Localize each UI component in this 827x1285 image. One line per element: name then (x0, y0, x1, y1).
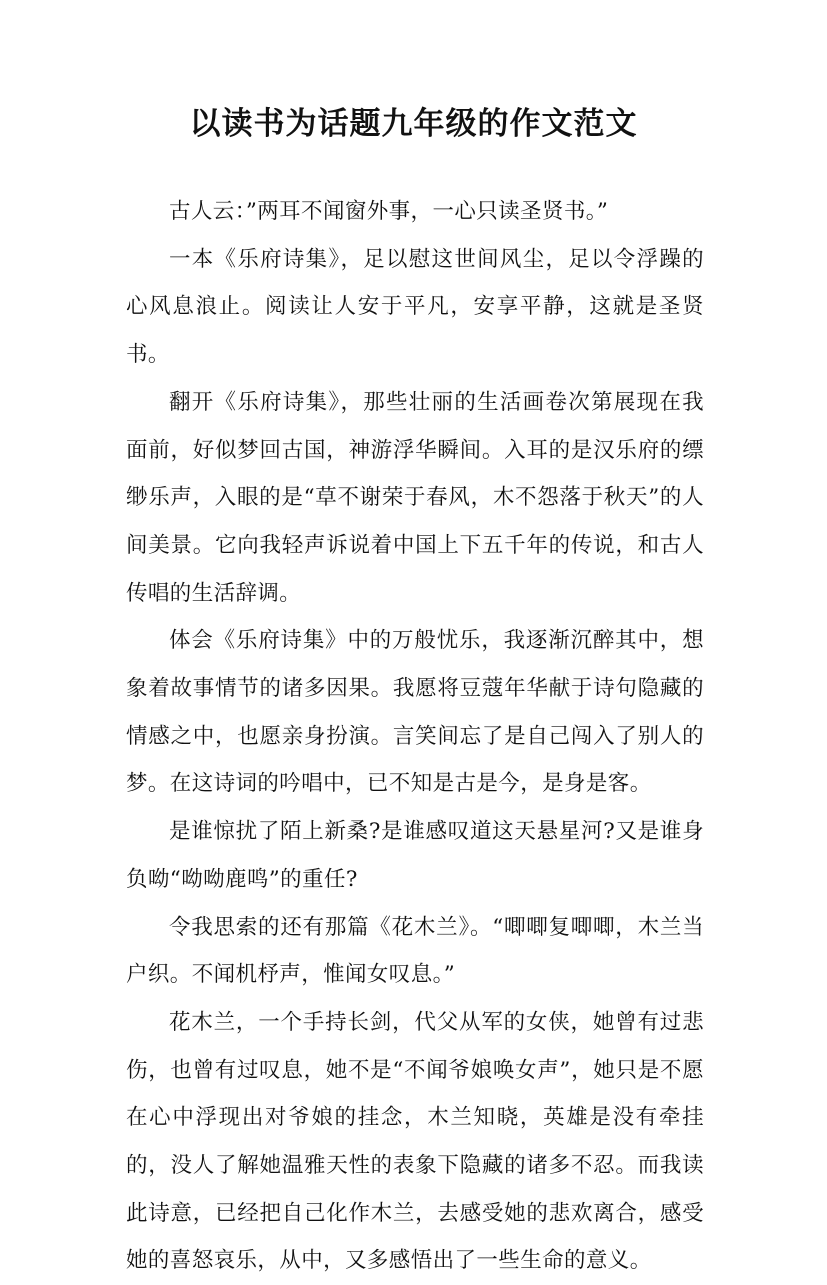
paragraph-experiencing: 体会《乐府诗集》中的万般忧乐，我逐渐沉醉其中，想象着故事情节的诸多因果。我愿将豆蔻年华献于诗句隐藏的情感之中，也愿亲身扮演。言笑间忘了是自己闯入了别人的梦。在这诗词的吟唱中，已不知是古是今，是身是客。 (126, 628, 704, 797)
paragraph-opening-book: 翻开《乐府诗集》，那些壮丽的生活画卷次第展现在我面前，好似梦回古国，神游浮华瞬间。入耳的是汉乐府的缥缈乐声，入眼的是“草不谢荣于春风，木不怨落于秋天”的人间美景。它向我轻声诉说着中国上下五千年的传说，和古人传唱的生活辞调。 (126, 389, 704, 606)
essay-body (126, 188, 704, 1285)
paragraph-mulan-reflection: 花木兰，一个手持长剑，代父从军的女侠，她曾有过悲伤，也曾有过叹息，她不是“不闻爷娘唤女声”，她只是不愿在心中浮现出对爷娘的挂念，木兰知晓，英雄是没有牵挂的，没人了解她温雅天性的表象下隐藏的诸多不忍。而我读此诗意，已经把自己化作木兰，去感受她的悲欢离合，感受她的喜怒哀乐，从中，又多感悟出了一些生命的意义。 (126, 1009, 704, 1274)
paragraph-yuefu-intro: 一本《乐府诗集》，足以慰这世间风尘，足以令浮躁的心风息浪止。阅读让人安于平凡，安享平静，这就是圣贤书。 (126, 246, 704, 368)
paragraph-questions: 是谁惊扰了陌上新桑?是谁感叹道这天悬星河?又是谁身负呦“呦呦鹿鸣”的重任? (126, 819, 704, 892)
paragraph-mulan-intro: 令我思索的还有那篇《花木兰》。“唧唧复唧唧，木兰当户织。不闻机杼声，惟闻女叹息。” (126, 914, 704, 988)
document-title: 以读书为话题九年级的作文范文 (189, 106, 638, 142)
paragraph-quote: 古人云：”两耳不闻窗外事，一心只读圣贤书。” (169, 199, 609, 224)
